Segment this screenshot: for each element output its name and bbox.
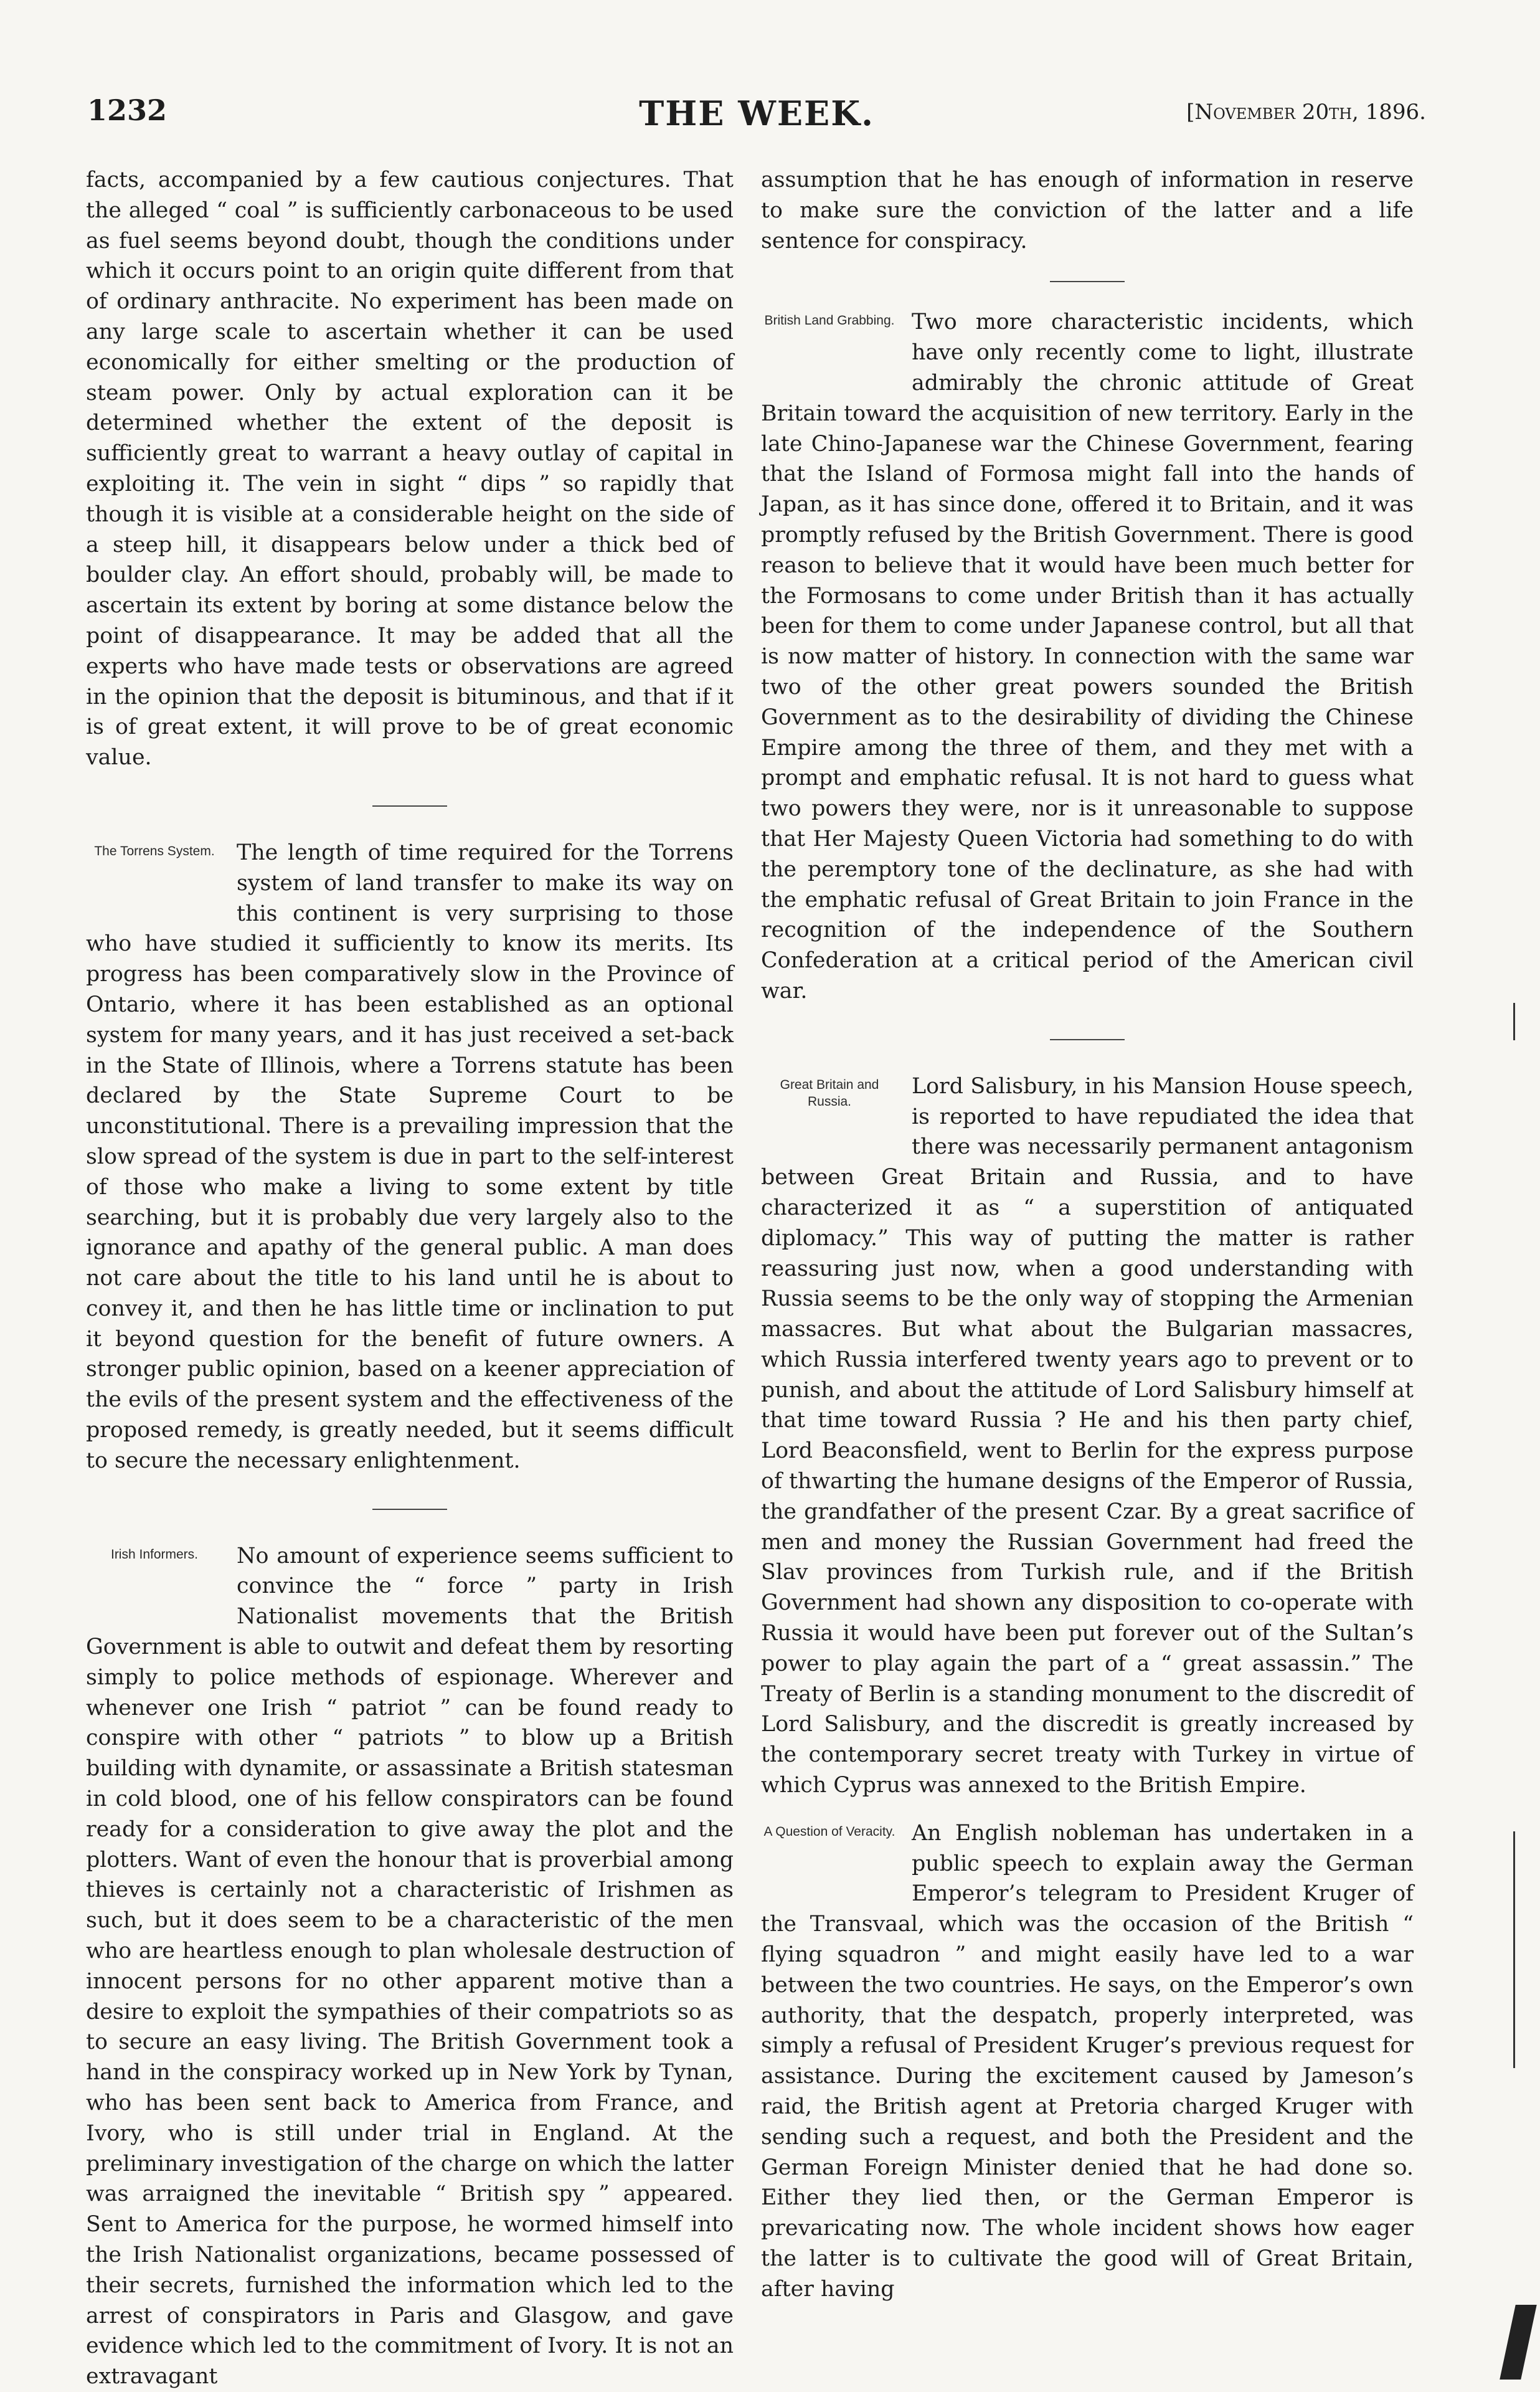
sidenote: Irish Informers. (110, 1547, 199, 1562)
article-body: An English nobleman has undertaken in a public speech to explain away the German Emperor’s telegram to President Kruger of the Transvaal, which was the occasion of the British “ flying squadron ” and might easily have led to a war between the two countries. He says, on the Emperor’s own authority, that the despatch, properly interpreted, was simply a refusal of President Kruger’s previous request for assistance. During the excitement caused by Jameson’s raid, the British agent at Pretoria charged Kruger with sending such a request, and both the President and the German Foreign Minister denied that he had done so. Either they lied then, or the German Emperor is prevaricating now. The whole incident shows how eager the latter is to cultivate the good will of Great Britain, after having (761, 1820, 1414, 2302)
section-divider (372, 1509, 447, 1510)
section-divider (1050, 1039, 1125, 1040)
section-divider (1050, 281, 1125, 282)
sidenote: The Torrens System. (94, 843, 215, 858)
scan-edge-mark (1500, 2305, 1537, 2380)
article-question-of-veracity (761, 1818, 1414, 2305)
article-irish-informers (86, 1541, 734, 2392)
sidenote: A Question of Veracity. (763, 1824, 895, 1839)
continuation-paragraph: facts, accompanied by a few cautious conjectures. That the alleged “ coal ” is sufficiently carbonaceous to be used as fuel seems beyond doubt, though the conditions under which it occurs point to an origin quite different from that of ordinary anthracite. No experiment has been made on any large scale to ascertain whether it can be used economically for either smelting or the production of steam power. Only by actual exploration can it be determined whether the extent of the deposit is sufficiently great to warrant a heavy outlay of capital in exploiting it. The vein in sight “ dips ” so rapidly that though it is visible at a considerable height on the side of a steep hill, it disappears below under a thick bed of boulder clay. An effort should, probably will, be made to ascertain its extent by boring at some distance below the point of disappearance. It may be added that all the experts who have made tests or observations are agreed in the opinion that the deposit is bituminous, and that if it is of great extent, it will prove to be of great economic value. (86, 168, 734, 771)
article-great-britain-and-russia (761, 1071, 1414, 1801)
page-number: 1232 (87, 93, 168, 127)
article-body: Two more characteristic incidents, which have only recently come to light, illustrate admirably the chronic attitude of Great Britain toward the acquisition of new territory. Early in the late Chino-Japanese war the Chinese Government, fearing that the Island of Formosa might fall into the hands of Japan, as it has since done, offered it to Britain, and it was promptly refused by the British Government. There is good reason to believe that it would have been much better for the Formosans to come under British than it has actually been for them to come under Japanese control, but all that is now matter of history. In connection with the same war two of the other great powers sounded the British Government as to the desirability of dividing the Chinese Empire among the three of them, and they met with a prompt and emphatic refusal. It is not hard to guess what two powers they were, nor is it unreasonable to suppose that Her Majesty Queen Victoria had something to do with the peremptory tone of the declinature, as she had with the emphatic refusal of Great Britain to join France in the recognition of the independence of the Southern Confederation at a critical period of the American civil war. (761, 310, 1414, 1004)
spacer (761, 1801, 1414, 1818)
publication-title: THE WEEK. (639, 93, 874, 133)
section-divider (372, 805, 447, 807)
scan-edge-mark (1513, 1003, 1515, 1040)
page-header (75, 93, 1438, 137)
scan-edge-mark (1513, 1831, 1515, 2068)
article-body: Lord Salisbury, in his Mansion House speech, is reported to have repudiated the idea that there was necessarily permanent antagonism between Great Britain and Russia, and to have characterized it as “ a superstition of antiquated diplomacy.” This way of putting the matter is rather reassuring just now, when a good understanding with Russia seems to be the only way of stopping the Armenian massacres. But what about the Bulgarian massacres, which Russia interfered twenty years ago to prevent or to punish, and about the attitude of Lord Salisbury himself at that time toward Russia ? He and his then party chief, Lord Beaconsfield, went to Berlin for the express purpose of thwarting the humane designs of the Emperor of Russia, the grandfather of the present Czar. By a great sacrifice of men and money the Russian Government had freed the Slav provinces from Turkish rule, and if the British Government had shown any disposition to co-operate with Russia it would have been put forever out of the Sultan’s power to play again the part of a “ great assassin.” The Treaty of Berlin is a standing monument to the discredit of Lord Salisbury, and the discredit is greatly increased by the contemporary secret treaty with Turkey in virtue of which Cyprus was annexed to the British Empire. (761, 1073, 1414, 1798)
continuation-paragraph: assumption that he has enough of information in reserve to make sure the conviction of the latter and a life sentence for conspiracy. (761, 168, 1414, 254)
left-column (86, 165, 734, 2392)
right-column (761, 165, 1414, 2305)
article-body: No amount of experience seems sufficient to convince the “ force ” party in Irish Nationalist movements that the British Government is able to outwit and defeat them by resorting simply to police methods of espionage. Wherever and whenever one Irish “ patriot ” can be found ready to conspire with other “ patriots ” to blow up a British building with dynamite, or assassinate a British statesman in cold blood, one of his fellow conspirators can be found ready for a consideration to give away the plot and the plotters. Want of even the honour that is proverbial among thieves is certainly not a characteristic of Irishmen as such, but it does seem to be a characteristic of the men who are heartless enough to plan wholesale destruction of innocent persons for no other apparent motive than a desire to exploit the sympathies of their compatriots so as to secure an easy living. The British Government took a hand in the conspiracy worked up in New York by Tynan, who has been sent back to America from France, and Ivory, who is still under trial in England. At the preliminary investigation of the charge on which the latter was arraigned the inevitable “ British spy ” appeared. Sent to America for the purpose, he wormed himself into the Irish Nationalist organizations, became possessed of their secrets, furnished the information which led to the arrest of conspirators in Paris and Glasgow, and gave evidence which led to the commitment of Ivory. It is not an extravagant (86, 1543, 734, 2390)
article-british-land-grabbing (761, 307, 1414, 1006)
sidenote: Great Britain and Russia. (780, 1077, 879, 1109)
article-torrens-system (86, 838, 734, 1476)
article-body: The length of time required for the Torrens system of land transfer to make its way on this continent is very surprising to those who have studied it sufficiently to know its merits. Its progress has been comparatively slow in the Province of Ontario, where it has been established as an optional system for many years, and it has just received a set-back in the State of Illinois, where a Torrens statute has been declared by the State Supreme Court to be unconstitutional. There is a prevailing impression that the slow spread of the system is due in part to the self-interest of those who make a living to some extent by title searching, but it is probably due very largely also to the ignorance and apathy of the general public. A man does not care about the title to his land until he is about to convey it, and then he has little time or inclination to put it beyond question for the benefit of future owners. A stronger public opinion, based on a keener appreciation of the evils of the present system and the effectiveness of the proposed remedy, is greatly needed, but it seems difficult to secure the necessary enlightenment. (86, 840, 734, 1473)
sidenote: British Land Grabbing. (764, 313, 895, 328)
issue-date: [November 20th, 1896. (1186, 100, 1426, 125)
